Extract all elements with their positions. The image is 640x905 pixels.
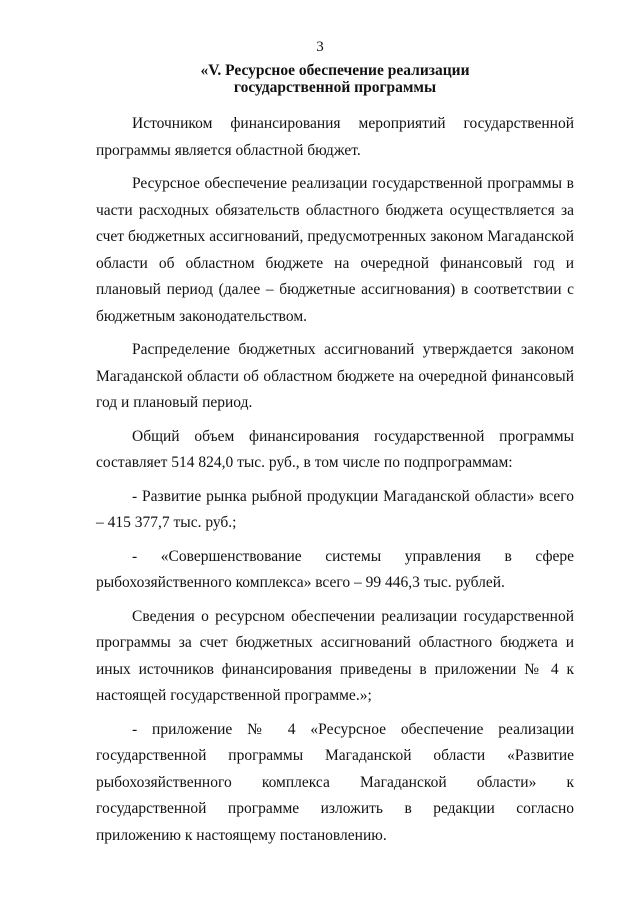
section-heading-line-1: «V. Ресурсное обеспечение реализации bbox=[200, 62, 470, 79]
paragraph-allocation: Распределение бюджетных ассигнований утверждается законом Магаданской области об областном бюджете на очередной финансовый год и плановый период. bbox=[96, 341, 574, 411]
document-body bbox=[96, 111, 574, 856]
paragraph-funding-source: Источником финансирования мероприятий государственной программы является областной бюджет. bbox=[96, 115, 574, 159]
paragraph-subprogram-management: - «Совершенствование системы управления в сфере рыбохозяйственного комплекса» всего – 99 446,3 тыс. рублей. bbox=[96, 547, 574, 591]
paragraph-subprogram-market: - Развитие рынка рыбной продукции Магаданской области» всего – 415 377,7 тыс. руб.; bbox=[96, 487, 574, 531]
paragraph-resource-info: Сведения о ресурсном обеспечении реализации государственной программы за счет бюджетных ассигнований областного бюджета и иных источников финансирования приведены в приложении № 4 к настоящей государственной программе.»; bbox=[96, 607, 574, 704]
paragraph-resource-provision: Ресурсное обеспечение реализации государственной программы в части расходных обязательств областного бюджета осуществляется за счет бюджетных ассигнований, предусмотренных законом Магаданской области об областном бюджете на очередной финансовый год и плановый период (далее – бюджетные ассигнования) в соответствии с бюджетным законодательством. bbox=[96, 175, 574, 325]
section-heading bbox=[96, 62, 574, 96]
page-number: 3 bbox=[316, 39, 324, 55]
paragraph-appendix-amendment: - приложение № 4 «Ресурсное обеспечение реализации государственной программы Магаданской области «Развитие рыбохозяйственного комплекса Магаданской области» к государственной программе изложить в редакции согласно приложению к настоящему постановлению. bbox=[96, 720, 574, 844]
paragraph-total-funding: Общий объем финансирования государственной программы составляет 514 824,0 тыс. руб., в том числе по подпрограммам: bbox=[96, 427, 574, 471]
section-heading-line-2: государственной программы bbox=[233, 79, 437, 96]
